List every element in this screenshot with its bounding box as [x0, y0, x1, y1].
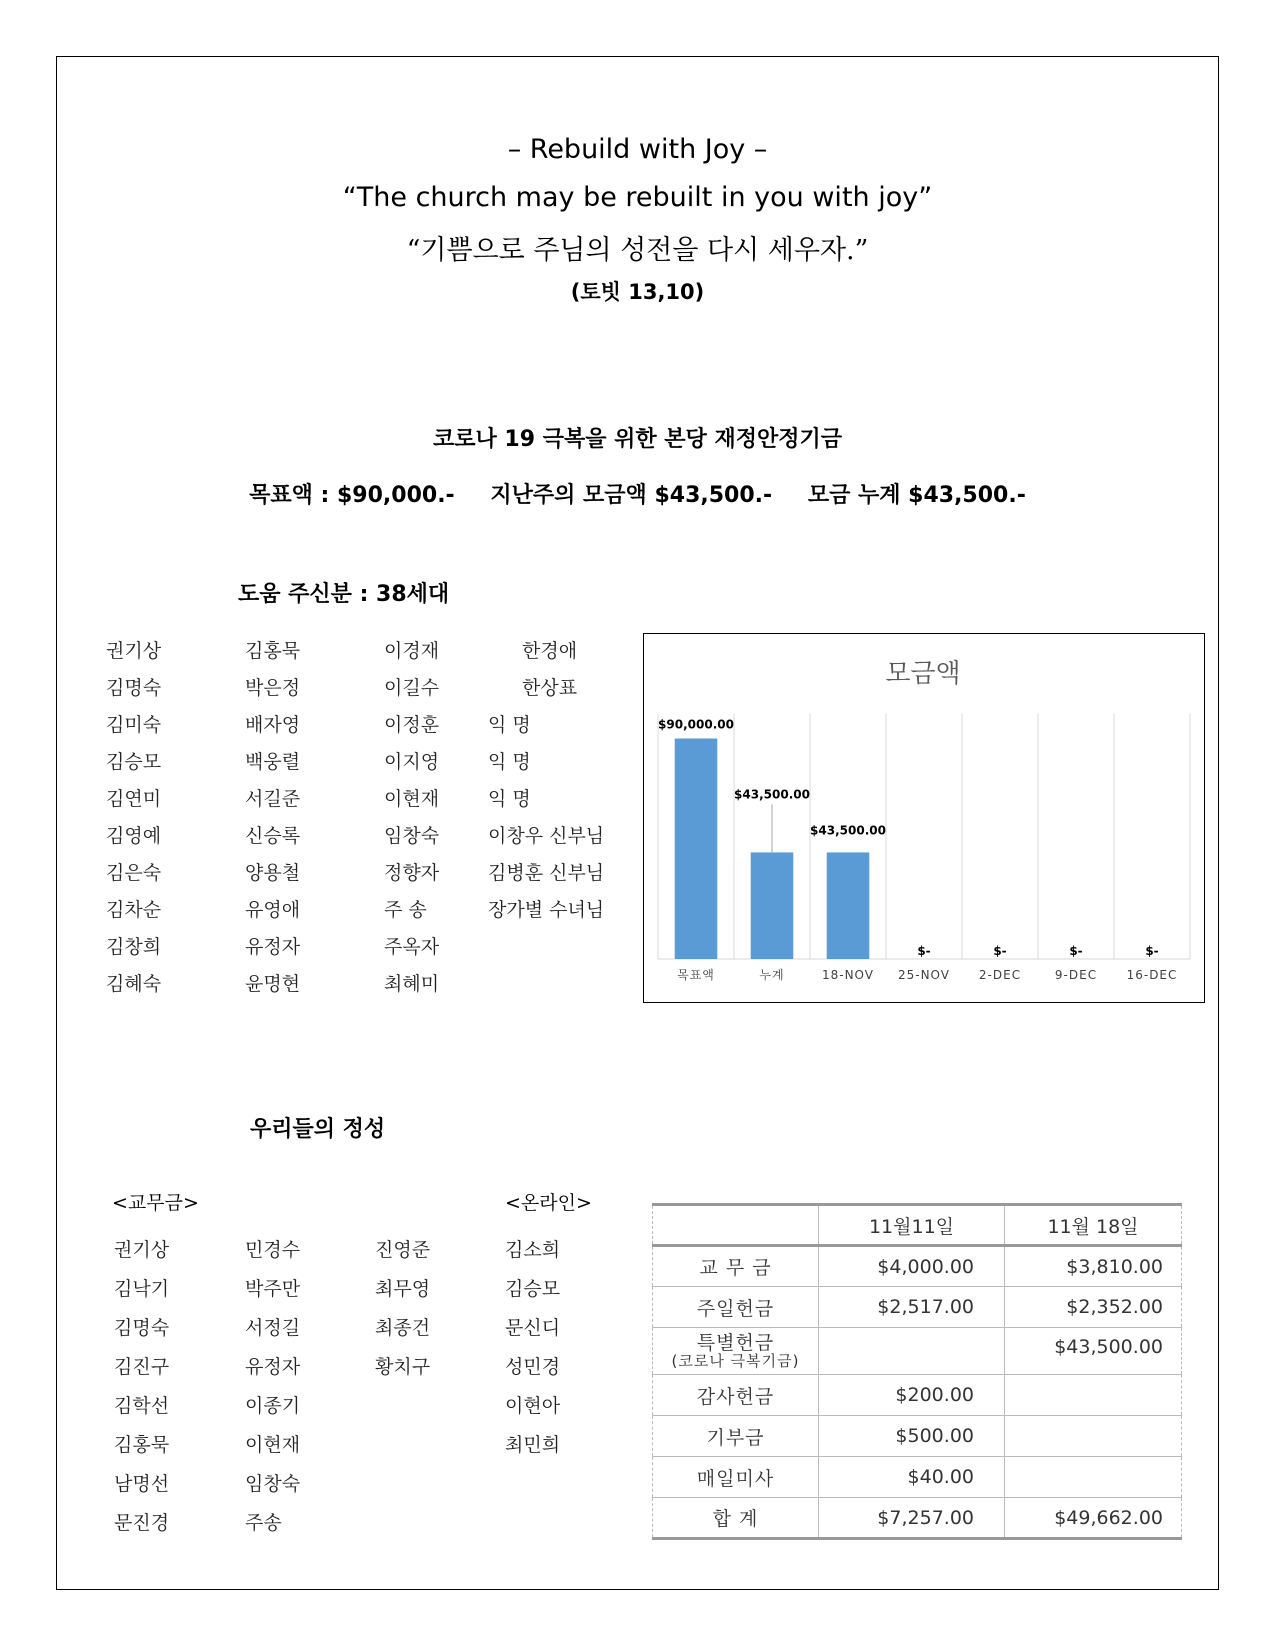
offering-amount-nov18: $49,662.00	[1005, 1498, 1182, 1539]
quote-english: “The church may be rebuilt in you with joy”	[342, 182, 933, 213]
donor-name: 장가별 수녀님	[488, 899, 605, 921]
kyomugum-name: 유정자	[245, 1356, 301, 1378]
chart-data-label: $-	[1069, 944, 1083, 958]
kyomugum-label: <교무금>	[112, 1192, 199, 1214]
online-name: 김승모	[505, 1278, 561, 1300]
kyomugum-name: 진영준	[375, 1239, 431, 1261]
offering-table-row	[653, 1457, 1182, 1498]
offering-amount-nov18	[1005, 1457, 1182, 1498]
fund-goal: 목표액 : $90,000.-	[249, 483, 455, 508]
donor-name: 유영애	[245, 899, 301, 921]
kyomugum-name: 김낙기	[114, 1278, 170, 1300]
motto: – Rebuild with Joy –	[507, 134, 768, 165]
online-name: 이현아	[505, 1395, 561, 1417]
kyomugum-name: 최무영	[375, 1278, 431, 1300]
kyomugum-name: 임창숙	[245, 1473, 301, 1495]
fundraising-chart	[643, 633, 1205, 1003]
donor-name: 한상표	[522, 677, 578, 699]
donor-name: 신승록	[245, 825, 301, 847]
donor-name: 이현재	[384, 788, 440, 810]
kyomugum-name: 이종기	[245, 1395, 301, 1417]
bible-reference: (토빗 13,10)	[570, 280, 705, 304]
chart-data-label: $43,500.00	[810, 823, 886, 838]
online-name: 최민희	[505, 1434, 561, 1456]
fund-title: 코로나 19 극복을 위한 본당 재정안정기금	[433, 427, 842, 452]
offering-amount-nov18: $2,352.00	[1005, 1287, 1182, 1328]
kyomugum-name: 주송	[245, 1512, 282, 1534]
donor-name: 정향자	[384, 862, 440, 884]
chart-category-label: 누계	[759, 968, 785, 982]
donor-name: 김차순	[106, 899, 162, 921]
chart-bar	[675, 739, 718, 960]
chart-category-label: 9-DEC	[1054, 968, 1098, 982]
donor-name: 배자영	[245, 714, 301, 736]
chart-data-label: $-	[917, 944, 931, 958]
chart-data-label: $-	[1145, 944, 1159, 958]
chart-category-label: 18-NOV	[821, 968, 875, 982]
offering-amount-nov18	[1005, 1375, 1182, 1416]
online-name: 문신디	[505, 1317, 561, 1339]
offering-amount-nov11	[819, 1328, 1005, 1375]
donor-name: 김홍묵	[245, 640, 301, 662]
offering-table-row	[653, 1416, 1182, 1457]
offering-type-cell: 특별헌금 (코로나 극복기금)	[653, 1328, 819, 1375]
offering-table-header-cell: 11월 18일	[1005, 1205, 1182, 1246]
kyomugum-name: 권기상	[114, 1239, 170, 1261]
chart-category-label: 25-NOV	[897, 968, 951, 982]
offering-amount-nov18: $3,810.00	[1005, 1246, 1182, 1287]
donor-name: 최혜미	[384, 973, 440, 995]
offering-type-cell: 주일헌금	[653, 1287, 819, 1328]
donor-name: 김영예	[106, 825, 162, 847]
online-name: 성민경	[505, 1356, 561, 1378]
donor-name: 익 명	[488, 714, 531, 736]
chart-category-label: 16-DEC	[1126, 968, 1178, 982]
kyomugum-name: 박주만	[245, 1278, 301, 1300]
kyomugum-name: 이현재	[245, 1434, 301, 1456]
kyomugum-name: 김명숙	[114, 1317, 170, 1339]
kyomugum-name: 서정길	[245, 1317, 301, 1339]
donor-name: 박은정	[245, 677, 301, 699]
chart-svg	[644, 634, 1203, 1001]
offering-type-cell: 합 계	[653, 1498, 819, 1539]
offering-table-header-cell: 11월11일	[819, 1205, 1005, 1246]
chart-bar	[751, 852, 794, 959]
online-label: <온라인>	[505, 1192, 592, 1214]
fund-last-week: 지난주의 모금액 $43,500.-	[490, 483, 773, 508]
offering-amount-nov11: $7,257.00	[819, 1498, 1005, 1539]
donor-name: 김연미	[106, 788, 162, 810]
offering-amount-nov11: $4,000.00	[819, 1246, 1005, 1287]
offering-table-header-cell	[653, 1205, 819, 1246]
offering-table-row	[653, 1328, 1182, 1375]
donor-name: 이경재	[384, 640, 440, 662]
donor-name: 이창우 신부님	[488, 825, 605, 847]
chart-data-label: $-	[993, 944, 1007, 958]
offering-table	[652, 1203, 1182, 1540]
kyomugum-name: 김학선	[114, 1395, 170, 1417]
chart-data-label: $43,500.00	[734, 787, 810, 802]
offering-type-cell: 기부금	[653, 1416, 819, 1457]
kyomugum-name: 김홍묵	[114, 1434, 170, 1456]
offering-type-cell: 매일미사	[653, 1457, 819, 1498]
online-name: 김소희	[505, 1239, 561, 1261]
donor-name: 임창숙	[384, 825, 440, 847]
donor-name: 김은숙	[106, 862, 162, 884]
offering-amount-nov11: $500.00	[819, 1416, 1005, 1457]
kyomugum-name: 황치구	[375, 1356, 431, 1378]
donor-name: 주 송	[384, 899, 427, 921]
kyomugum-name: 김진구	[114, 1356, 170, 1378]
donor-name: 김명숙	[106, 677, 162, 699]
donor-name: 권기상	[106, 640, 162, 662]
donor-name: 익 명	[488, 751, 531, 773]
donor-name: 이길수	[384, 677, 440, 699]
offering-amount-nov11: $200.00	[819, 1375, 1005, 1416]
offering-amount-nov11: $2,517.00	[819, 1287, 1005, 1328]
fund-summary	[0, 478, 1275, 509]
chart-category-label: 2-DEC	[978, 968, 1022, 982]
offering-table-row	[653, 1246, 1182, 1287]
offering-table-row	[653, 1498, 1182, 1539]
donor-name: 서길준	[245, 788, 301, 810]
offering-amount-nov18	[1005, 1416, 1182, 1457]
offering-table-row	[653, 1287, 1182, 1328]
donor-name: 이정훈	[384, 714, 440, 736]
offering-type-cell: 감사헌금	[653, 1375, 819, 1416]
donor-name: 김승모	[106, 751, 162, 773]
chart-title: 모금액	[885, 659, 961, 689]
offering-amount-nov11: $40.00	[819, 1457, 1005, 1498]
offering-table-header	[653, 1205, 1182, 1246]
donor-name: 이지영	[384, 751, 440, 773]
fund-cumulative: 모금 누계 $43,500.-	[807, 483, 1026, 508]
donor-name: 김혜숙	[106, 973, 162, 995]
donor-name: 주옥자	[384, 936, 440, 958]
offering-amount-nov18: $43,500.00	[1005, 1328, 1182, 1375]
chart-bar	[827, 852, 870, 959]
donor-name: 한경애	[522, 640, 578, 662]
donor-name: 백웅렬	[245, 751, 301, 773]
donor-name: 유정자	[245, 936, 301, 958]
offerings-title: 우리들의 정성	[250, 1117, 386, 1142]
chart-category-label: 목표액	[677, 968, 715, 982]
kyomugum-name: 남명선	[114, 1473, 170, 1495]
donor-name: 양용철	[245, 862, 301, 884]
donors-title: 도움 주신분 : 38세대	[238, 582, 450, 607]
kyomugum-name: 최종건	[375, 1317, 431, 1339]
donor-name: 김미숙	[106, 714, 162, 736]
donor-name: 김병훈 신부님	[488, 862, 605, 884]
kyomugum-name: 문진경	[114, 1512, 170, 1534]
donor-name: 윤명현	[245, 973, 301, 995]
offering-table-row	[653, 1375, 1182, 1416]
donor-name: 김창희	[106, 936, 162, 958]
donor-name: 익 명	[488, 788, 531, 810]
quote-korean: “기쁨으로 주님의 성전을 다시 세우자.”	[406, 235, 869, 266]
kyomugum-name: 민경수	[245, 1239, 301, 1261]
offering-type-cell: 교 무 금	[653, 1246, 819, 1287]
chart-data-label: $90,000.00	[658, 717, 734, 732]
